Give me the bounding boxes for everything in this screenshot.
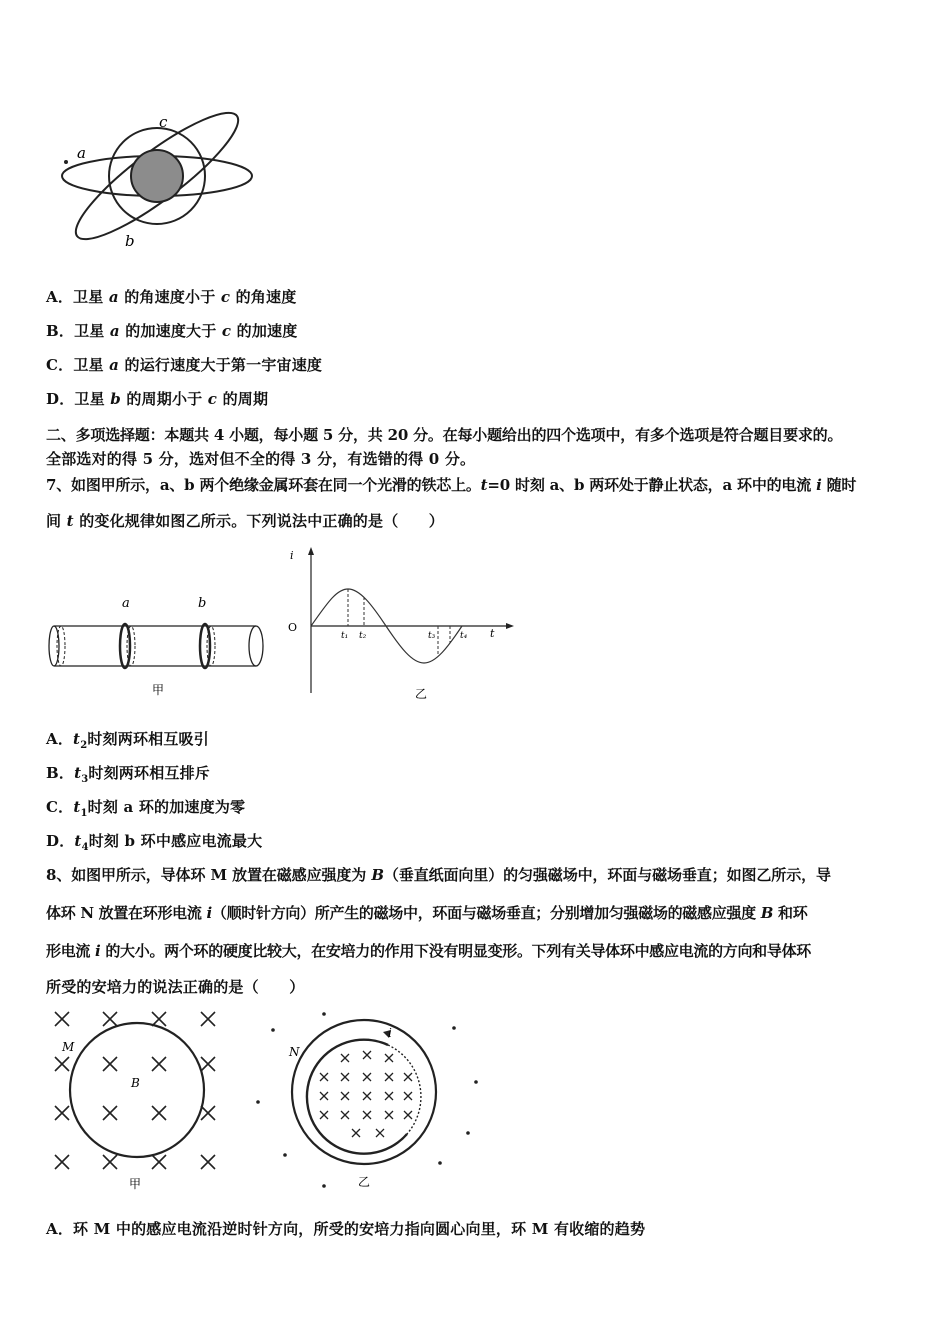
satellite-orbit-figure xyxy=(55,110,260,255)
caption-jia: 甲 xyxy=(152,683,165,697)
q7-option-a: A．$t_2$时刻两环相互吸引 xyxy=(46,730,209,751)
ring-N xyxy=(292,1020,436,1164)
axis-label-i: i xyxy=(290,549,294,562)
earth xyxy=(131,150,183,202)
q6-option-b: B．卫星 a 的加速度大于 c 的加速度 xyxy=(46,322,298,340)
q7-option-c: C．$t_1$时刻 a 环的加速度为零 xyxy=(46,798,246,819)
origin-label: O xyxy=(288,621,298,634)
q8-ring-N-figure xyxy=(252,1010,487,1192)
satellite-a-dot xyxy=(64,160,68,164)
label-N: N xyxy=(289,1045,300,1059)
ring-label-b: b xyxy=(198,596,207,611)
label-M: M xyxy=(62,1040,75,1054)
q8-ring-M-figure xyxy=(44,1000,234,1192)
q8-stem-line4: 所受的安培力的说法正确的是（ ） xyxy=(46,978,305,996)
section2-line1: 二、多项选择题：本题共 4 小题，每小题 5 分，共 20 分。在每小题给出的四个选项中，有多个选项是符合题目要求的。 xyxy=(46,426,843,444)
q7-current-graph xyxy=(282,545,522,705)
label-c: c xyxy=(159,113,168,131)
caption-jia-q8: 甲 xyxy=(129,1177,142,1191)
q7-option-b: B．$t_3$时刻两环相互排斥 xyxy=(46,764,211,785)
q6-option-c: C．卫星 a 的运行速度大于第一宇宙速度 xyxy=(46,356,323,374)
q7-stem-line2: 间 t 的变化规律如图乙所示。下列说法中正确的是（ ） xyxy=(46,512,444,530)
label-B: B xyxy=(131,1076,140,1090)
core-right-end xyxy=(249,626,263,666)
t1-label: t₁ xyxy=(341,631,349,641)
q7-iron-core-figure xyxy=(44,590,274,705)
t2-label: t₂ xyxy=(359,631,367,641)
t3-label: t₃ xyxy=(428,631,436,641)
current-loop-dotted xyxy=(388,1045,421,1134)
label-b: b xyxy=(125,232,135,250)
q8-option-a: A．环 M 中的感应电流沿逆时针方向，所受的安培力指向圆心向里，环 M 有收缩的趋势 xyxy=(46,1220,646,1238)
t4-label: t₄ xyxy=(460,631,468,641)
caption-yi: 乙 xyxy=(415,687,428,701)
current-loop xyxy=(307,1040,407,1154)
ring-M xyxy=(70,1023,204,1157)
q6-option-d: D．卫星 b 的周期小于 c 的周期 xyxy=(46,390,269,408)
q8-stem-line3: 形电流 i 的大小。两个环的硬度比较大，在安培力的作用下没有明显变形。下列有关导体环中感应电流的方向和导体环 xyxy=(46,942,811,960)
field-crosses xyxy=(55,1012,215,1169)
label-a: a xyxy=(77,144,86,162)
q8-stem-line2: 体环 N 放置在环形电流 i（顺时针方向）所产生的磁场中，环面与磁场垂直；分别增加匀强磁场的磁感应强度 B 和环 xyxy=(46,904,808,922)
q7-option-d: D．$t_4$时刻 b 环中感应电流最大 xyxy=(46,832,263,853)
caption-yi-q8: 乙 xyxy=(358,1175,371,1189)
axis-label-t: t xyxy=(490,627,495,640)
q6-option-a: A．卫星 a 的角速度小于 c 的角速度 xyxy=(46,288,297,306)
section2-line2: 全部选对的得 5 分，选对但不全的得 3 分，有选错的得 0 分。 xyxy=(46,450,476,468)
q7-stem-line1: 7、如图甲所示，a、b 两个绝缘金属环套在同一个光滑的铁芯上。t=0 时刻 a、b 两环处于静止状态，a 环中的电流 i 随时 xyxy=(46,476,857,494)
inside-crosses xyxy=(320,1051,412,1137)
ring-label-a: a xyxy=(122,596,130,611)
q8-stem-line1: 8、如图甲所示，导体环 M 放置在磁感应强度为 B（垂直纸面向里）的匀强磁场中，环面与磁场垂直；如图乙所示，导 xyxy=(46,866,831,884)
label-i: i xyxy=(388,1026,392,1040)
